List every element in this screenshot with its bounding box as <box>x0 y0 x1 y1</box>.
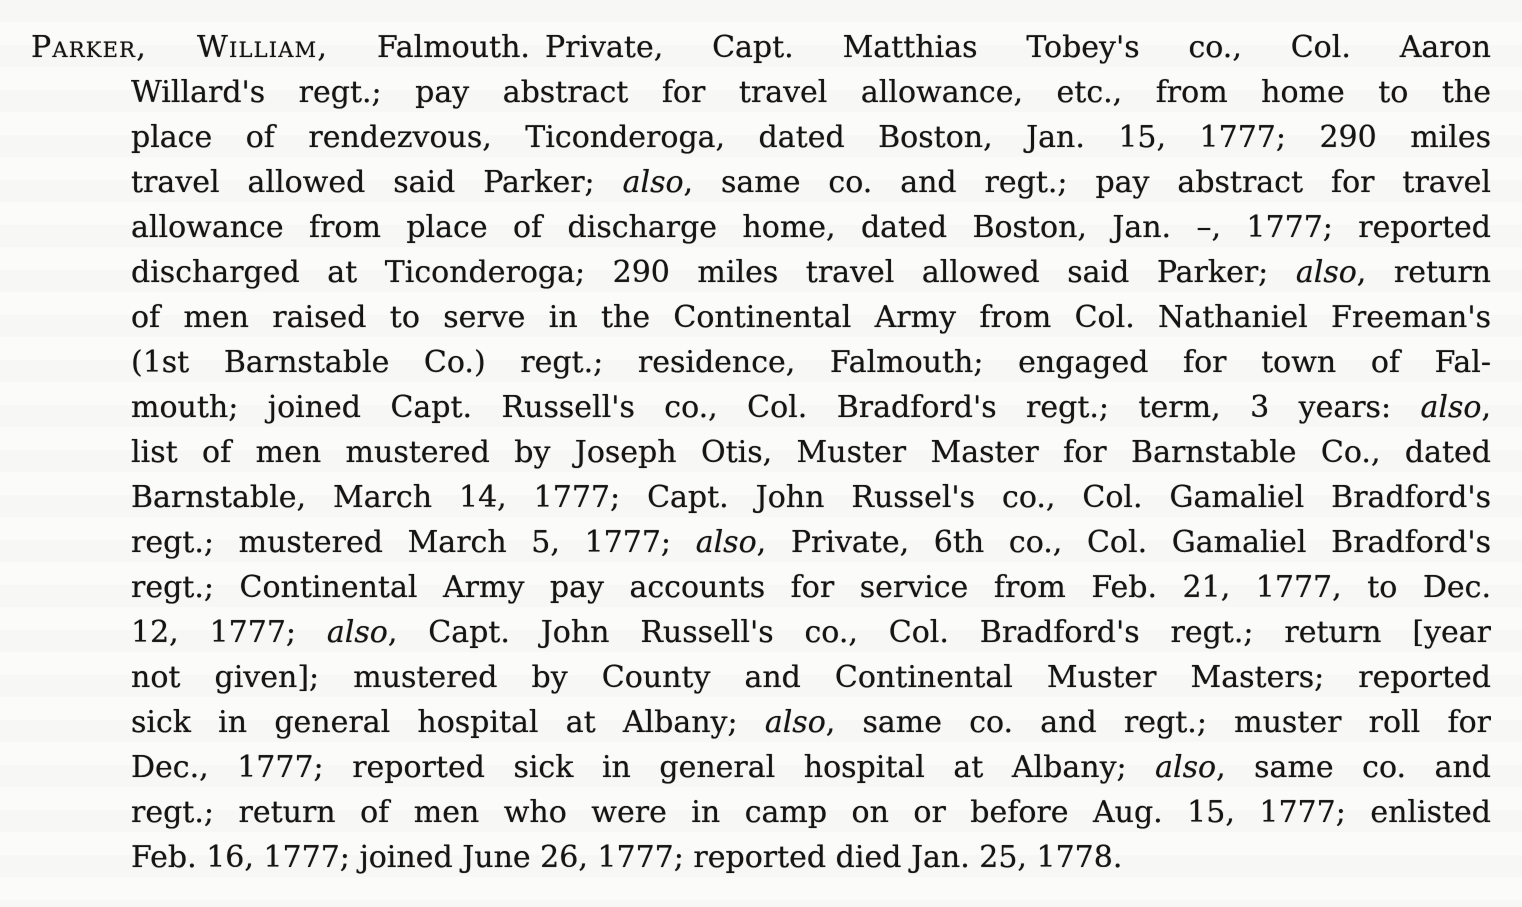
entry-line <box>131 520 1491 565</box>
entry-line <box>131 835 1491 880</box>
entry-line <box>131 295 1491 340</box>
italic-also-text: also <box>695 525 757 560</box>
entry-line <box>131 430 1491 475</box>
entry-text: , same co. and regt.; pay abstract for travel <box>683 165 1491 200</box>
entry-line <box>131 115 1491 160</box>
entry-line <box>131 160 1491 205</box>
entry-line <box>131 790 1491 835</box>
entry-line <box>131 745 1491 790</box>
entry-text: not given]; mustered by County and Continental Muster Masters; reported <box>131 660 1491 695</box>
entry-text: 12, 1777; <box>131 615 327 650</box>
entry-surname: Parker, William, <box>31 30 329 65</box>
entry-text: mouth; joined Capt. Russell's co., Col. Bradford's regt.; term, 3 years: <box>131 390 1421 425</box>
entry-line <box>131 250 1491 295</box>
entry-text: list of men mustered by Joseph Otis, Muster Master for Barnstable Co., dated <box>131 435 1491 470</box>
entry-text: sick in general hospital at Albany; <box>131 705 765 740</box>
entry-text: , same co. and <box>1216 750 1491 785</box>
entry-text: (1st Barnstable Co.) regt.; residence, Falmouth; engaged for town of Fal- <box>131 345 1491 380</box>
entry-line <box>131 610 1491 655</box>
entry-line <box>131 475 1491 520</box>
entry-text: , Capt. John Russell's co., Col. Bradford's regt.; return [year <box>387 615 1491 650</box>
entry-text: of men raised to serve in the Continental Army from Col. Nathaniel Freeman's <box>131 300 1491 335</box>
italic-also-text: also <box>1155 750 1217 785</box>
italic-also-text: also <box>1420 390 1482 425</box>
entry-text: allowance from place of discharge home, dated Boston, Jan. –, 1777; reported <box>131 210 1491 245</box>
entry-text: regt.; return of men who were in camp on or before Aug. 15, 1777; enlisted <box>131 795 1491 830</box>
entry-text: Willard's regt.; pay abstract for travel allowance, etc., from home to the <box>131 75 1491 110</box>
entry-text: Feb. 16, 1777; joined June 26, 1777; reported died Jan. 25, 1778. <box>131 840 1123 875</box>
entry-text: , same co. and regt.; muster roll for <box>825 705 1491 740</box>
entry-text: Falmouth. Private, Capt. Matthias Tobey's co., Col. Aaron <box>328 30 1491 65</box>
italic-also-text: also <box>764 705 826 740</box>
entry-line <box>131 565 1491 610</box>
entry-text: discharged at Ticonderoga; 290 miles travel allowed said Parker; <box>131 255 1296 290</box>
italic-also-text: also <box>1295 255 1357 290</box>
entry-text: place of rendezvous, Ticonderoga, dated Boston, Jan. 15, 1777; 290 miles <box>131 120 1491 155</box>
entry-text: , <box>1481 390 1491 425</box>
entry-line-first <box>31 25 1491 70</box>
entry-line <box>131 205 1491 250</box>
entry-line <box>131 70 1491 115</box>
entry-text: , Private, 6th co., Col. Gamaliel Bradford's <box>756 525 1491 560</box>
entry-line <box>131 700 1491 745</box>
entry-line <box>131 340 1491 385</box>
entry-text: , return <box>1356 255 1491 290</box>
entry-text: Barnstable, March 14, 1777; Capt. John Russel's co., Col. Gamaliel Bradford's <box>131 480 1491 515</box>
entry-text: regt.; mustered March 5, 1777; <box>131 525 696 560</box>
italic-also-text: also <box>326 615 388 650</box>
entry-text: regt.; Continental Army pay accounts for service from Feb. 21, 1777, to Dec. <box>131 570 1491 605</box>
italic-also-text: also <box>622 165 684 200</box>
entry-line <box>131 385 1491 430</box>
entry-text: Dec., 1777; reported sick in general hospital at Albany; <box>131 750 1156 785</box>
entry-text: travel allowed said Parker; <box>131 165 623 200</box>
entry-line <box>131 655 1491 700</box>
